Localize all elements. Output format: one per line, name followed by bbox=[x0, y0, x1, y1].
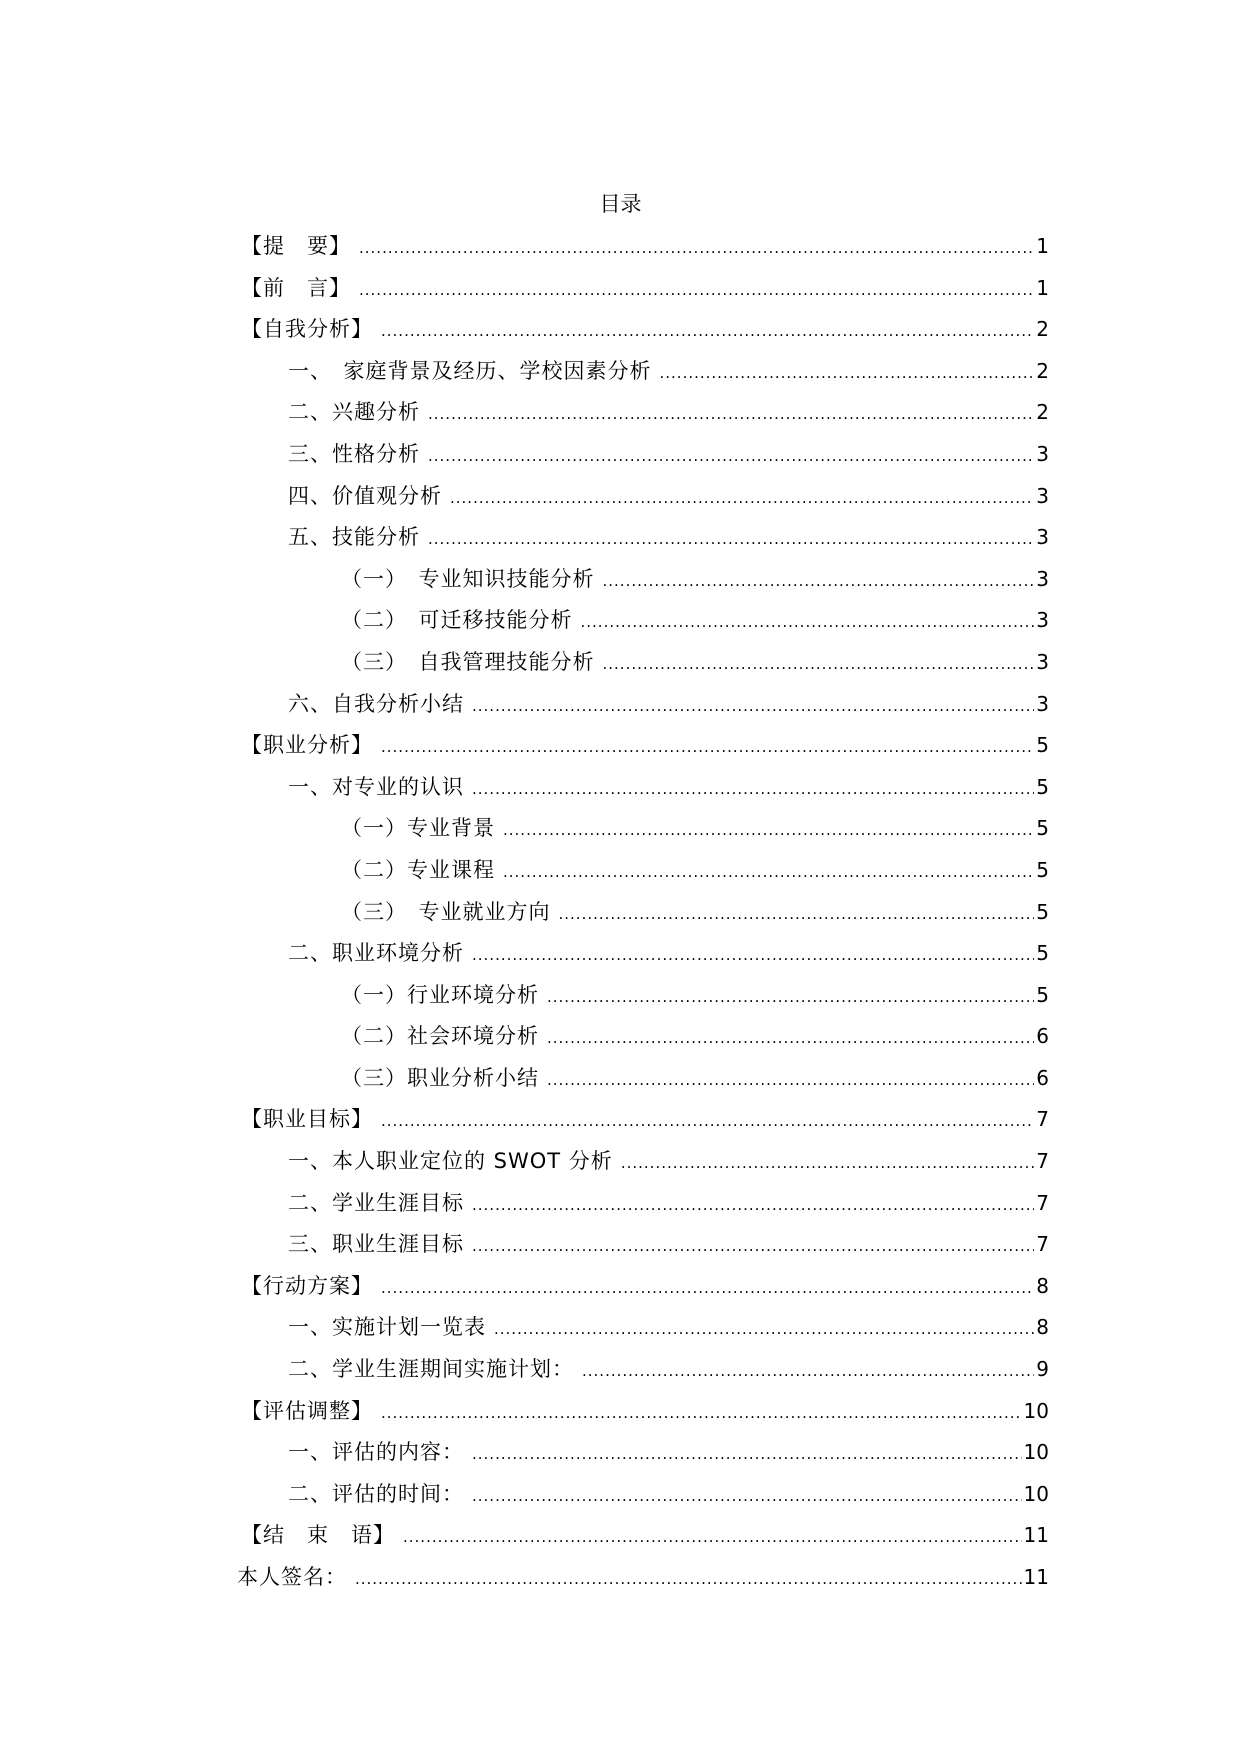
toc-page-number: 2 bbox=[1036, 400, 1049, 425]
toc-page-number: 3 bbox=[1036, 608, 1049, 633]
toc-dot-leader bbox=[621, 1154, 1034, 1172]
toc-page-number: 3 bbox=[1036, 441, 1049, 466]
toc-page-number: 7 bbox=[1036, 1190, 1049, 1215]
toc-dot-leader bbox=[660, 364, 1035, 382]
toc-entry-text: 一、实施计划一览表 bbox=[288, 1315, 486, 1340]
toc-entry-text: 【结 束 语】 bbox=[241, 1523, 395, 1548]
toc-entry[interactable] bbox=[241, 521, 1049, 563]
toc-dot-leader bbox=[472, 1237, 1034, 1255]
toc-entry[interactable] bbox=[241, 355, 1049, 397]
toc-page-number: 5 bbox=[1036, 816, 1049, 841]
toc-entry[interactable] bbox=[241, 937, 1049, 979]
toc-page-number: 10 bbox=[1023, 1440, 1049, 1465]
toc-entry-text: 【评估调整】 bbox=[241, 1398, 373, 1423]
toc-entry-text: 二、学业生涯期间实施计划： bbox=[288, 1357, 574, 1382]
toc-entry-text: 本人签名： bbox=[237, 1565, 347, 1589]
toc-entry-text: 【行动方案】 bbox=[241, 1273, 373, 1298]
toc-entry[interactable] bbox=[241, 1270, 1049, 1312]
toc-dot-leader bbox=[381, 1404, 1022, 1422]
toc-entry[interactable] bbox=[241, 480, 1049, 522]
toc-page-number: 5 bbox=[1036, 982, 1049, 1007]
toc-page-number: 8 bbox=[1036, 1273, 1049, 1298]
toc-entry-text: 四、价值观分析 bbox=[288, 483, 442, 508]
toc-dot-leader bbox=[381, 738, 1034, 756]
toc-dot-leader bbox=[603, 572, 1035, 590]
toc-page-number: 5 bbox=[1036, 857, 1049, 882]
toc-page-number: 1 bbox=[1036, 234, 1049, 258]
toc-entry-text: （二）专业课程 bbox=[341, 857, 495, 882]
toc-page-number: 5 bbox=[1036, 941, 1049, 966]
toc-entry[interactable] bbox=[241, 563, 1049, 605]
toc-page-number: 3 bbox=[1036, 525, 1049, 550]
toc-dot-leader bbox=[547, 1071, 1034, 1089]
toc-entry[interactable] bbox=[241, 646, 1049, 688]
toc-entry-text: 二、学业生涯目标 bbox=[288, 1190, 464, 1215]
toc-entry-text: 一、对专业的认识 bbox=[288, 774, 464, 799]
toc-entry[interactable] bbox=[241, 1187, 1049, 1229]
toc-page-number: 6 bbox=[1036, 1024, 1049, 1049]
toc-page-number: 7 bbox=[1036, 1232, 1049, 1257]
toc-title: 目录 bbox=[599, 192, 642, 216]
toc-dot-leader bbox=[428, 405, 1034, 423]
toc-dot-leader bbox=[403, 1528, 1022, 1546]
toc-entry[interactable] bbox=[241, 313, 1049, 355]
toc-entry[interactable] bbox=[241, 1020, 1049, 1062]
toc-entry-text: 【职业分析】 bbox=[241, 733, 373, 758]
toc-entry-text: 三、性格分析 bbox=[288, 441, 420, 466]
toc-entry-text: 一、 家庭背景及经历、学校因素分析 bbox=[288, 358, 652, 383]
toc-entry-text: 二、职业环境分析 bbox=[288, 941, 464, 966]
toc-dot-leader bbox=[472, 697, 1034, 715]
toc-dot-leader bbox=[472, 1487, 1022, 1505]
toc-entry[interactable] bbox=[241, 771, 1049, 813]
toc-page-number: 11 bbox=[1023, 1565, 1049, 1589]
toc-page-number: 8 bbox=[1036, 1315, 1049, 1340]
toc-entry[interactable] bbox=[241, 1353, 1049, 1395]
toc-entry[interactable] bbox=[241, 729, 1049, 771]
toc-dot-leader bbox=[355, 1570, 1022, 1588]
toc-dot-leader bbox=[559, 905, 1035, 923]
toc-dot-leader bbox=[381, 1279, 1034, 1297]
toc-dot-leader bbox=[381, 1112, 1034, 1130]
toc-dot-leader bbox=[503, 821, 1034, 839]
toc-entry[interactable] bbox=[241, 1478, 1049, 1520]
toc-page-number: 2 bbox=[1036, 317, 1049, 342]
toc-entry-text: （三） 专业就业方向 bbox=[341, 899, 551, 924]
toc-entry-text: （三）职业分析小结 bbox=[341, 1065, 539, 1090]
toc-page-number: 5 bbox=[1036, 774, 1049, 799]
toc-entry[interactable] bbox=[241, 1228, 1049, 1270]
toc-entry-text: 一、评估的内容： bbox=[288, 1440, 464, 1465]
toc-entry-text: 二、评估的时间： bbox=[288, 1481, 464, 1506]
toc-entry[interactable] bbox=[241, 438, 1049, 480]
toc-page-number: 3 bbox=[1036, 483, 1049, 508]
toc-entry-text: 二、兴趣分析 bbox=[288, 400, 420, 425]
toc-entry[interactable] bbox=[241, 896, 1049, 938]
toc-entry-text: 【自我分析】 bbox=[241, 317, 373, 342]
toc-entry[interactable] bbox=[241, 230, 1049, 272]
toc-page-number: 3 bbox=[1036, 691, 1049, 716]
toc-page-number: 5 bbox=[1036, 899, 1049, 924]
toc-entry[interactable] bbox=[241, 1436, 1049, 1478]
toc-entry[interactable] bbox=[241, 604, 1049, 646]
toc-entry[interactable] bbox=[241, 979, 1049, 1021]
toc-entry-text: 一、本人职业定位的 SWOT 分析 bbox=[288, 1149, 613, 1174]
toc-entry-text: 六、自我分析小结 bbox=[288, 691, 464, 716]
toc-dot-leader bbox=[494, 1320, 1034, 1338]
toc-dot-leader bbox=[381, 322, 1034, 340]
toc-page-number: 7 bbox=[1036, 1149, 1049, 1174]
toc-dot-leader bbox=[581, 613, 1035, 631]
toc-entry-text: （三） 自我管理技能分析 bbox=[341, 649, 595, 674]
toc-entry[interactable] bbox=[241, 812, 1049, 854]
toc-entry[interactable] bbox=[241, 1145, 1049, 1187]
toc-entry[interactable] bbox=[241, 272, 1049, 314]
toc-dot-leader bbox=[450, 489, 1034, 507]
toc-entry[interactable] bbox=[237, 1561, 1049, 1603]
toc-dot-leader bbox=[603, 655, 1035, 673]
toc-page-number: 6 bbox=[1036, 1065, 1049, 1090]
toc-entry-text: 【提 要】 bbox=[241, 234, 351, 258]
toc-page-number: 1 bbox=[1036, 275, 1049, 300]
toc-dot-leader bbox=[472, 780, 1034, 798]
toc-entry[interactable] bbox=[241, 1062, 1049, 1104]
toc-entry[interactable] bbox=[241, 396, 1049, 438]
toc-dot-leader bbox=[547, 988, 1034, 1006]
toc-page-number: 9 bbox=[1036, 1357, 1049, 1382]
toc-page-number: 3 bbox=[1036, 566, 1049, 591]
toc-dot-leader bbox=[582, 1362, 1034, 1380]
toc-entry-text: 【前 言】 bbox=[241, 275, 351, 300]
toc-dot-leader bbox=[472, 1196, 1034, 1214]
toc-entry-text: 五、技能分析 bbox=[288, 525, 420, 550]
toc-entry-text: （二） 可迁移技能分析 bbox=[341, 608, 573, 633]
toc-entry-text: 三、职业生涯目标 bbox=[288, 1232, 464, 1257]
toc-list bbox=[237, 230, 1049, 1603]
toc-entry-text: （一）专业背景 bbox=[341, 816, 495, 841]
toc-dot-leader bbox=[359, 239, 1034, 257]
toc-dot-leader bbox=[428, 447, 1034, 465]
toc-entry-text: （二）社会环境分析 bbox=[341, 1024, 539, 1049]
toc-page-number: 5 bbox=[1036, 733, 1049, 758]
toc-dot-leader bbox=[503, 863, 1034, 881]
toc-dot-leader bbox=[359, 281, 1034, 299]
toc-page-number: 10 bbox=[1023, 1481, 1049, 1506]
toc-page-number: 11 bbox=[1023, 1523, 1049, 1548]
toc-page-number: 3 bbox=[1036, 649, 1049, 674]
toc-entry[interactable] bbox=[241, 688, 1049, 730]
toc-dot-leader bbox=[472, 1445, 1022, 1463]
toc-dot-leader bbox=[428, 530, 1034, 548]
toc-entry-text: （一）行业环境分析 bbox=[341, 982, 539, 1007]
toc-entry-text: （一） 专业知识技能分析 bbox=[341, 566, 595, 591]
toc-page-number: 2 bbox=[1036, 358, 1049, 383]
toc-entry[interactable] bbox=[241, 1311, 1049, 1353]
toc-entry-text: 【职业目标】 bbox=[241, 1107, 373, 1132]
toc-dot-leader bbox=[472, 946, 1034, 964]
toc-page-number: 10 bbox=[1023, 1398, 1049, 1423]
toc-entry[interactable] bbox=[241, 854, 1049, 896]
toc-entry[interactable] bbox=[241, 1395, 1049, 1437]
toc-entry[interactable] bbox=[241, 1103, 1049, 1145]
toc-dot-leader bbox=[547, 1029, 1034, 1047]
toc-entry[interactable] bbox=[241, 1519, 1049, 1561]
toc-page-number: 7 bbox=[1036, 1107, 1049, 1132]
